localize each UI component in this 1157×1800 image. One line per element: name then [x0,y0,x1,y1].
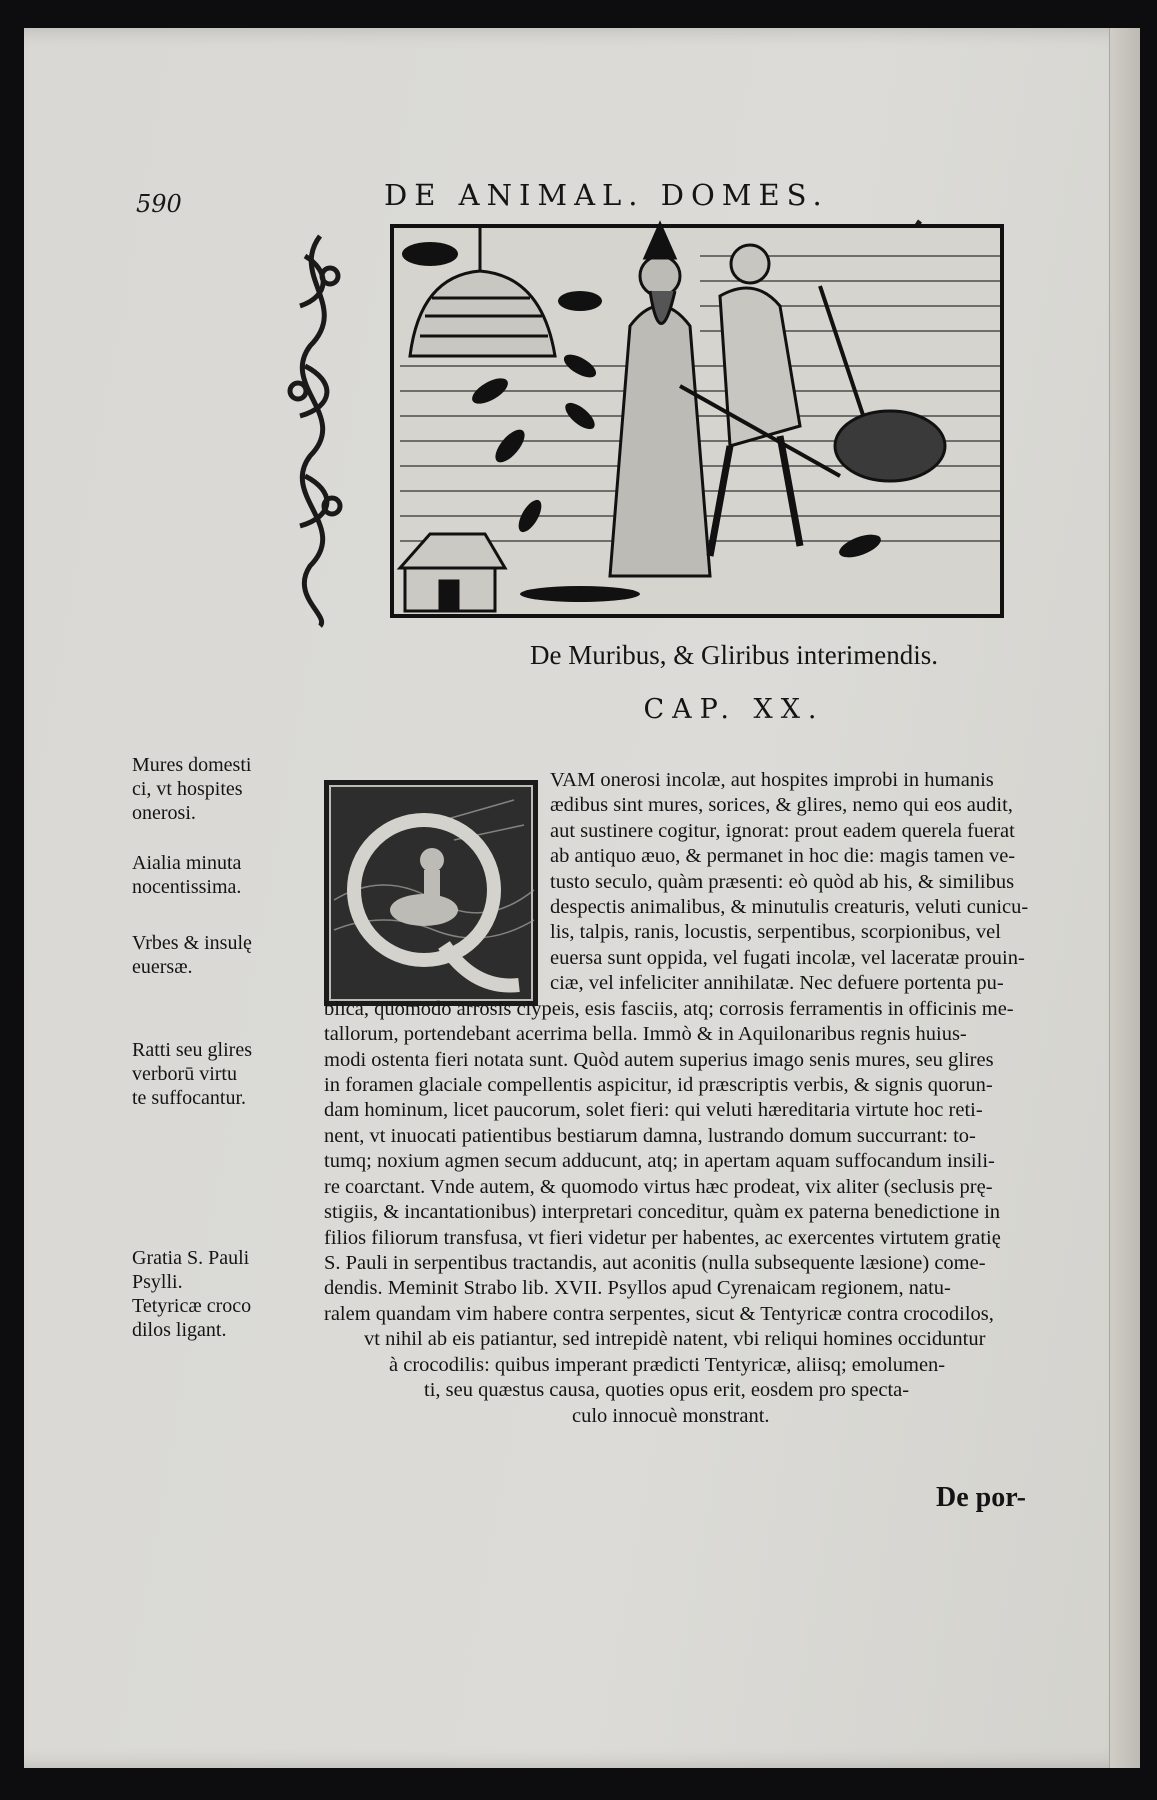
chapter-number: CAP. XX. [643,694,825,725]
margin-note-line: nocentissima. [132,876,242,898]
text-line: aut sustinere cogitur, ignorat: prout eadem querela fuerat [550,820,1015,842]
text-line: VAM onerosi incolæ, aut hospites improbi in humanis [550,769,994,791]
text-line: à crocodilis: quibus imperant prædicti Tentyricæ, aliisq; emolumen- [389,1354,946,1376]
text-line: tallorum, portendebant acerrima bella. Immò & in Aquilonaribus regnis huius- [324,1023,967,1045]
catchword: De por- [936,1482,1026,1513]
woodcut-illustration [280,216,1100,636]
text-line: ciæ, vel infeliciter annihilatæ. Nec defuere portenta pu- [550,972,1004,994]
text-line: dam hominum, licet paucorum, solet fieri: qui veluti hæreditaria virtute hoc reti- [324,1099,983,1121]
text-line: re coarctant. Vnde autem, & quomodo virtus hæc prodeat, vix aliter (seclusis prę- [324,1176,993,1198]
margin-note-line: Gratia S. Pauli [132,1247,250,1269]
page-number: 590 [136,190,182,218]
text-line: vt nihil ab eis patiantur, sed intrepidè natent, vbi reliqui homines occiduntur [364,1328,986,1350]
margin-note [132,931,307,979]
text-line: culo innocuè monstrant. [572,1405,770,1427]
margin-note-line: Mures domesti [132,754,252,776]
margin-note [132,851,307,899]
margin-note-line: onerosi. [132,802,196,824]
margin-note-line: dilos ligant. [132,1319,227,1341]
margin-note-line: Ratti seu glires [132,1039,252,1061]
margin-note-line: euersæ. [132,956,193,978]
next-page-edge [1109,28,1140,1768]
text-line: blica, quomodo arrosis clypeis, esis fasciis, atq; corrosis ferramentis in officinis me- [324,998,1014,1020]
margin-note-line: verborū virtu [132,1063,237,1085]
margin-note [132,1038,307,1110]
text-line: ti, seu quæstus causa, quoties opus erit, eosdem pro specta- [424,1379,910,1401]
left-ornament [290,236,340,626]
text-line: dendis. Meminit Strabo lib. XVII. Psyllos apud Cyrenaicam regionem, natu- [324,1277,951,1299]
text-line: ab antiquo æuo, & permanet in hoc die: magis tamen ve- [550,845,1016,867]
running-title: DE ANIMAL. DOMES. [384,178,829,212]
text-line: S. Pauli in serpentibus tractandis, aut aconitis (nulla subsequente læsione) come- [324,1252,986,1274]
text-line: stigiis, & incantationibus) interpretari conceditur, quàm ex paterna benedictione in [324,1201,1001,1223]
text-line: tumq; noxium agmen secum adducunt, atq; in apertam aquam suffocandum insili- [324,1150,995,1172]
text-line: filios filiorum transfusa, vt fieri videtur per habentes, ac exercentes virtutem gratię [324,1227,1001,1249]
book-page [24,28,1140,1768]
text-line: ædibus sint mures, sorices, & glires, nemo qui eos audit, [550,794,1013,816]
text-line: lis, talpis, ranis, locustis, serpentibus, scorpionibus, vel [550,921,1001,943]
text-line: euersa sunt oppida, vel fugati incolæ, vel laceratæ prouin- [550,947,1025,969]
margin-note-line: te suffocantur. [132,1087,247,1109]
text-line: modi ostenta fieri notata sunt. Quòd autem superius imago senis mures, seu glires [324,1049,994,1071]
text-line: despectis animalibus, & minutulis creaturis, veluti cunicu- [550,896,1029,918]
text-line: ralem quandam vim habere contra serpentes, sicut & Tentyricæ contra crocodilos, [324,1303,994,1325]
text-line: in foramen glaciale compellentis aspicitur, id præscriptis verbis, & signis quorun- [324,1074,993,1096]
chapter-title: De Muribus, & Gliribus interimendis. [530,640,938,670]
margin-note [132,753,307,825]
ice-hole [835,411,945,481]
decorated-initial-q [324,780,538,1006]
margin-note-line: Vrbes & insulę [132,932,252,954]
margin-note-line: Tetyricæ croco [132,1295,252,1317]
margin-note-line: Psylli. [132,1271,183,1293]
margin-note-line: ci, vt hospites [132,778,243,800]
margin-note [132,1294,307,1342]
margin-note-line: Aialia minuta [132,852,242,874]
text-line: nent, vt inuocati patientibus bestiarum damna, lustrando domum succurrant: to- [324,1125,976,1147]
margin-note [132,1246,307,1294]
text-line: tusto seculo, quàm præsenti: eò quòd ab his, & similibus [550,871,1015,893]
